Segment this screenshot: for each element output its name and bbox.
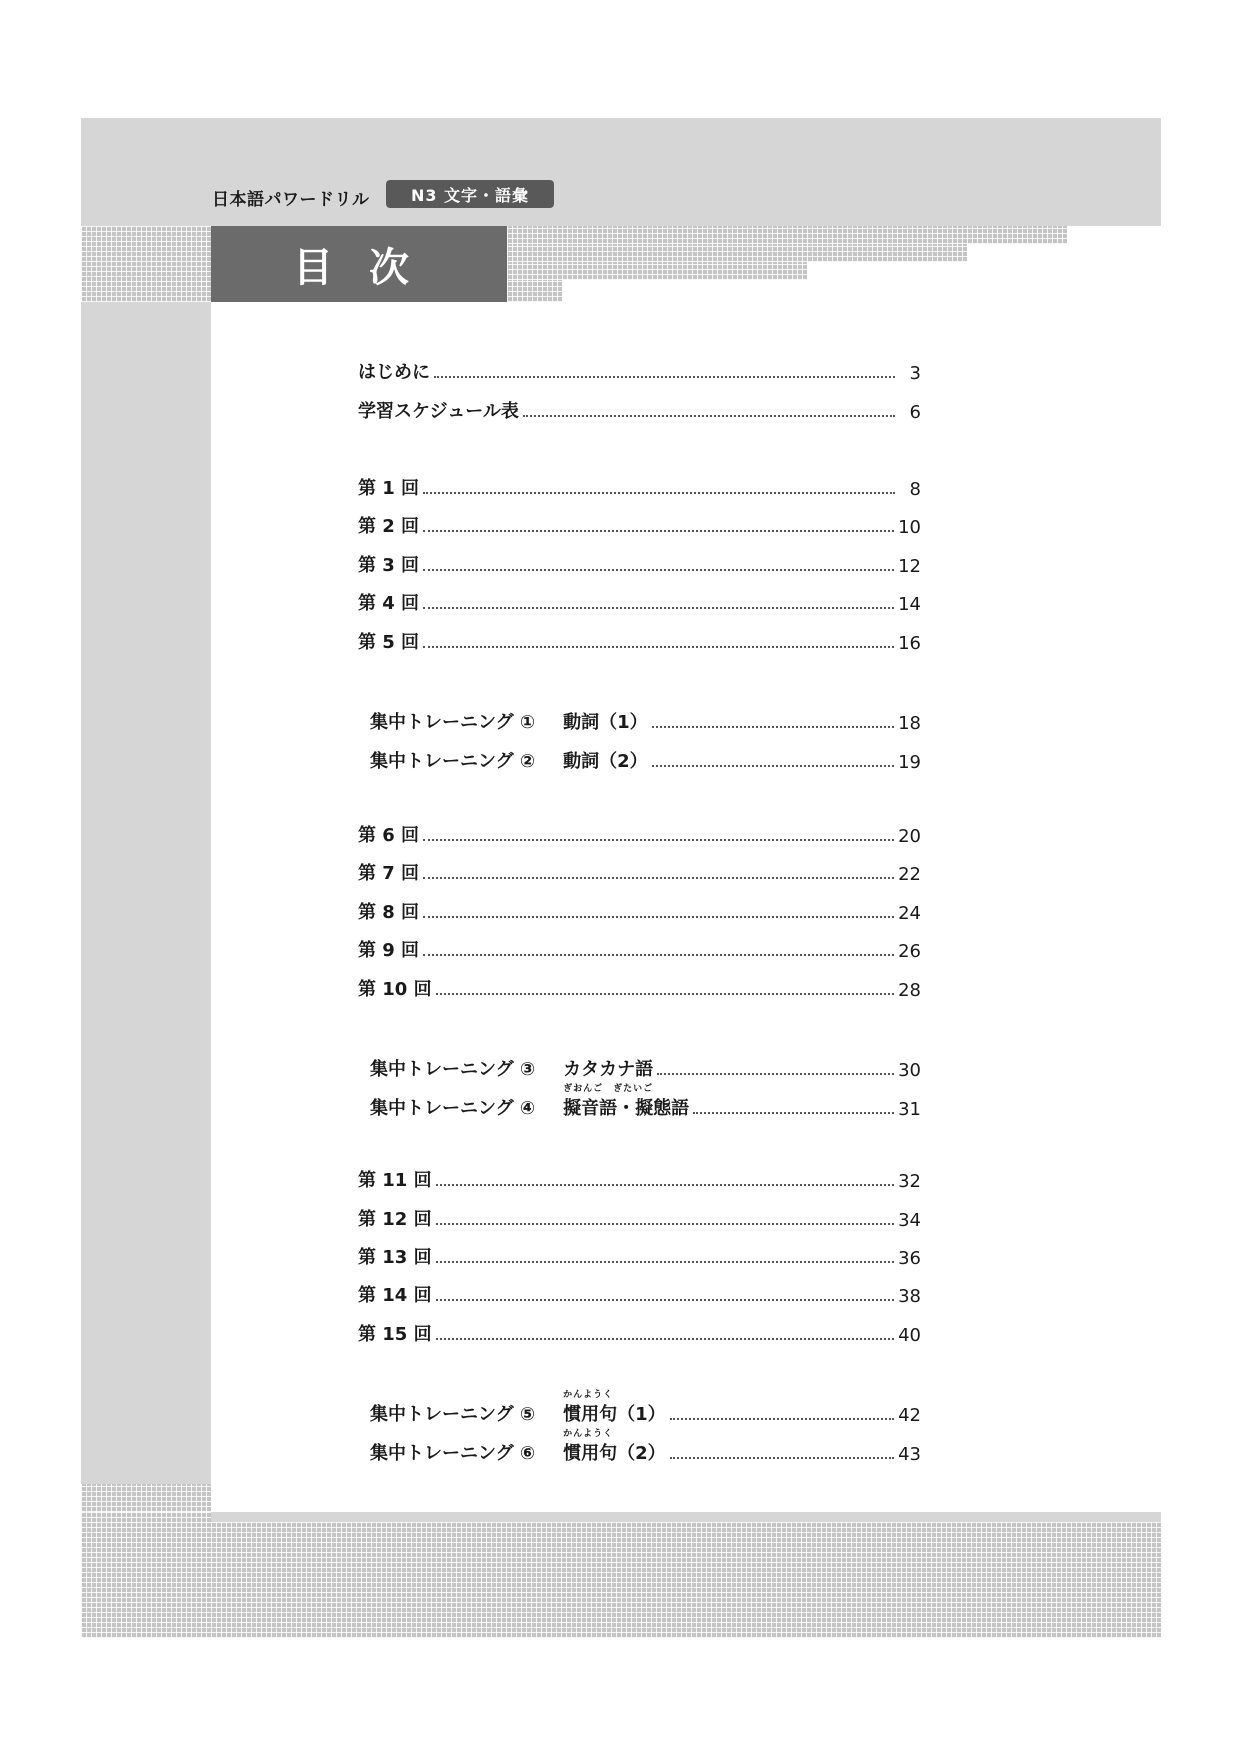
left-margin-band (81, 118, 211, 1638)
leader-dots (434, 376, 895, 378)
furigana: かんようく (563, 1390, 614, 1400)
leader-dots (523, 415, 895, 417)
toc-page: 18 (898, 713, 921, 734)
bottom-left-pattern (81, 1484, 211, 1512)
leader-dots (693, 1112, 894, 1114)
leader-dots (423, 916, 894, 918)
toc-label: 集中トレーニング ③ (370, 1059, 536, 1080)
toc-entry-training-2[interactable] (370, 747, 921, 773)
leader-dots (652, 765, 894, 767)
leader-dots (423, 839, 894, 841)
toc-label: 集中トレーニング ④ (370, 1098, 536, 1119)
leader-dots (670, 1418, 894, 1420)
toc-entry-lesson-2[interactable] (358, 512, 921, 538)
leader-dots (436, 1338, 895, 1340)
toc-label: 第 8 回 (358, 902, 420, 923)
toc-label: 集中トレーニング ② (370, 751, 536, 772)
leader-dots (423, 530, 894, 532)
toc-topic: 動詞（2） (563, 751, 648, 772)
toc-label: 第 1 回 (358, 478, 420, 499)
toc-page: 36 (898, 1248, 921, 1269)
toc-entry-lesson-9[interactable] (358, 936, 921, 962)
toc-label: 第 12 回 (358, 1209, 432, 1230)
toc-page: 42 (898, 1405, 921, 1426)
furigana: かんようく (563, 1429, 614, 1439)
toc-page: 26 (898, 941, 921, 962)
furigana: ぎおんご ぎたいご (563, 1084, 654, 1094)
leader-dots (436, 1299, 895, 1301)
toc-page: 14 (898, 594, 921, 615)
toc-label: 第 14 回 (358, 1285, 432, 1306)
toc-label: 集中トレーニング ① (370, 712, 536, 733)
toc-entry-lesson-6[interactable] (358, 821, 921, 847)
toc-page: 12 (898, 556, 921, 577)
leader-dots (423, 607, 894, 609)
bottom-pattern (81, 1512, 1161, 1638)
toc-topic-with-furigana (563, 1084, 690, 1120)
leader-dots (423, 954, 894, 956)
toc-page: 28 (898, 980, 921, 1001)
toc-page: 38 (898, 1286, 921, 1307)
leader-dots (652, 726, 894, 728)
toc-label: 集中トレーニング ⑥ (370, 1443, 536, 1464)
toc-page: 34 (898, 1210, 921, 1231)
toc-entry-training-3[interactable] (370, 1055, 921, 1081)
leader-dots (436, 1223, 895, 1225)
toc-label: 第 10 回 (358, 979, 432, 1000)
toc-topic: カタカナ語 (563, 1059, 654, 1080)
leader-dots (670, 1457, 894, 1459)
toc-entry-training-4[interactable] (370, 1084, 921, 1120)
toc-page: 22 (898, 864, 921, 885)
toc-page: 43 (898, 1444, 921, 1465)
leader-dots (657, 1073, 894, 1075)
toc-entry-lesson-13[interactable] (358, 1243, 921, 1269)
toc-label: 第 11 回 (358, 1170, 432, 1191)
left-pattern-block (81, 226, 211, 302)
toc-topic-with-furigana (563, 1429, 666, 1465)
toc-entry-lesson-5[interactable] (358, 628, 921, 654)
toc-page: 30 (898, 1060, 921, 1081)
pattern-step-2 (507, 244, 967, 262)
page-title: 目次 (211, 226, 507, 302)
toc-label: 第 15 回 (358, 1324, 432, 1345)
toc-topic-with-furigana (563, 1390, 666, 1426)
leader-dots (423, 646, 894, 648)
toc-entry-lesson-7[interactable] (358, 859, 921, 885)
toc-label: 第 5 回 (358, 632, 420, 653)
leader-dots (423, 492, 895, 494)
toc-page: 8 (909, 479, 921, 500)
toc-entry-lesson-12[interactable] (358, 1205, 921, 1231)
toc-entry-intro[interactable] (358, 358, 921, 384)
toc-entry-lesson-15[interactable] (358, 1320, 921, 1346)
toc-label: 第 2 回 (358, 516, 420, 537)
bottom-edge (211, 1512, 1161, 1522)
toc-entry-schedule[interactable] (358, 397, 921, 423)
toc-label: 集中トレーニング ⑤ (370, 1404, 536, 1425)
toc-entry-lesson-10[interactable] (358, 975, 921, 1001)
toc-entry-lesson-8[interactable] (358, 898, 921, 924)
leader-dots (436, 1184, 895, 1186)
toc-topic: 動詞（1） (563, 712, 648, 733)
toc-page: 31 (898, 1099, 921, 1120)
toc-label: 第 9 回 (358, 940, 420, 961)
toc-entry-lesson-4[interactable] (358, 589, 921, 615)
pattern-step-1 (507, 226, 1067, 244)
leader-dots (436, 1261, 895, 1263)
toc-page: 16 (898, 633, 921, 654)
toc-label: 第 3 回 (358, 555, 420, 576)
toc-label: 学習スケジュール表 (358, 401, 519, 422)
toc-page: 10 (898, 517, 921, 538)
toc-topic: 慣用句（1） (563, 1404, 666, 1425)
pattern-step-4 (507, 280, 562, 302)
leader-dots (436, 993, 895, 995)
toc-entry-lesson-11[interactable] (358, 1166, 921, 1192)
leader-dots (423, 569, 894, 571)
pattern-step-3 (507, 262, 807, 280)
toc-label: 第 7 回 (358, 863, 420, 884)
leader-dots (423, 877, 894, 879)
toc-entry-training-1[interactable] (370, 708, 921, 734)
toc-label: 第 13 回 (358, 1247, 432, 1268)
toc-entry-lesson-14[interactable] (358, 1281, 921, 1307)
toc-page: 3 (909, 363, 921, 384)
toc-topic: 慣用句（2） (563, 1443, 666, 1464)
toc-label: はじめに (358, 362, 430, 383)
level-badge: N3 文字・語彙 (386, 180, 554, 208)
toc-page: 32 (898, 1171, 921, 1192)
toc-page: 40 (898, 1325, 921, 1346)
toc-entry-training-5[interactable] (370, 1390, 921, 1426)
toc-page: 20 (898, 826, 921, 847)
toc-topic: 擬音語・擬態語 (563, 1098, 690, 1119)
toc-label: 第 6 回 (358, 825, 420, 846)
toc-entry-lesson-1[interactable] (358, 474, 921, 500)
toc-entry-training-6[interactable] (370, 1429, 921, 1465)
toc-page: 24 (898, 903, 921, 924)
toc-label: 第 4 回 (358, 593, 420, 614)
series-title: 日本語パワードリル (212, 190, 370, 210)
toc-page: 19 (898, 752, 921, 773)
toc-page: 6 (909, 402, 921, 423)
toc-entry-lesson-3[interactable] (358, 551, 921, 577)
